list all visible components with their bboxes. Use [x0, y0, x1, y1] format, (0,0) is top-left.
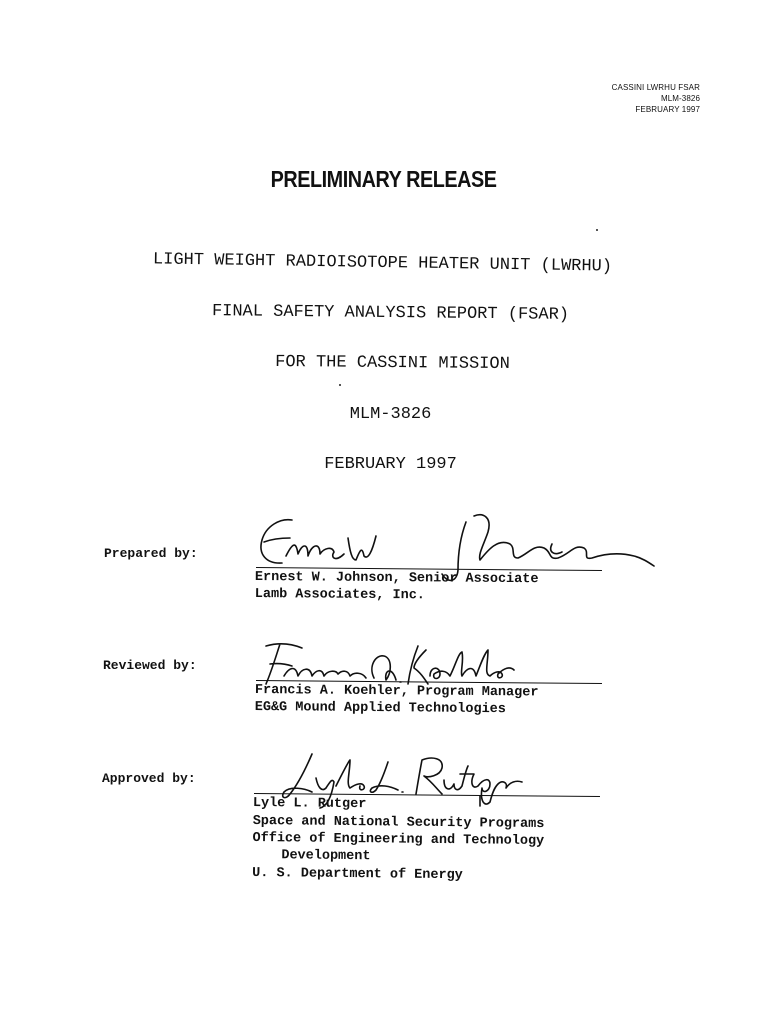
release-banner: PRELIMINARY RELEASE	[270, 166, 497, 192]
scan-speck	[339, 384, 341, 386]
identifier-line-report: CASSINI LWRHU FSAR	[611, 83, 700, 92]
preparer-name-title: Ernest W. Johnson, Senior Associate	[254, 569, 539, 588]
reviewer-name-title: Francis A. Koehler, Program Manager	[254, 682, 539, 701]
approver-office: Office of Engineering and Technology	[252, 830, 545, 850]
title-line-report: FINAL SAFETY ANALYSIS REPORT (FSAR)	[211, 302, 570, 325]
approved-by-label: Approved by:	[102, 771, 196, 786]
title-line-date: FEBRUARY 1997	[324, 455, 457, 474]
title-line-document-number: MLM-3826	[349, 405, 432, 424]
preparer-organization: Lamb Associates, Inc.	[254, 586, 425, 604]
approver-program: Space and National Security Programs	[252, 813, 545, 833]
title-line-unit: LIGHT WEIGHT RADIOISOTOPE HEATER UNIT (LWRHU)	[152, 250, 613, 277]
reviewed-by-label: Reviewed by:	[103, 658, 197, 673]
reviewer-organization: EG&G Mound Applied Technologies	[254, 699, 506, 718]
approver-department: U. S. Department of Energy	[252, 865, 463, 884]
scan-speck	[596, 229, 598, 231]
title-line-mission: FOR THE CASSINI MISSION	[275, 352, 510, 375]
prepared-by-label: Prepared by:	[104, 546, 198, 561]
identifier-line-number: MLM-3826	[660, 94, 700, 103]
prepared-by-details	[255, 569, 539, 605]
approver-name: Lyle L. Rutger	[252, 795, 367, 813]
approver-office-continued: Development	[281, 848, 371, 865]
document-identifier	[612, 82, 700, 115]
reviewed-by-details	[255, 682, 539, 718]
identifier-line-date: FEBRUARY 1997	[635, 105, 700, 114]
approved-by-details	[252, 795, 545, 885]
